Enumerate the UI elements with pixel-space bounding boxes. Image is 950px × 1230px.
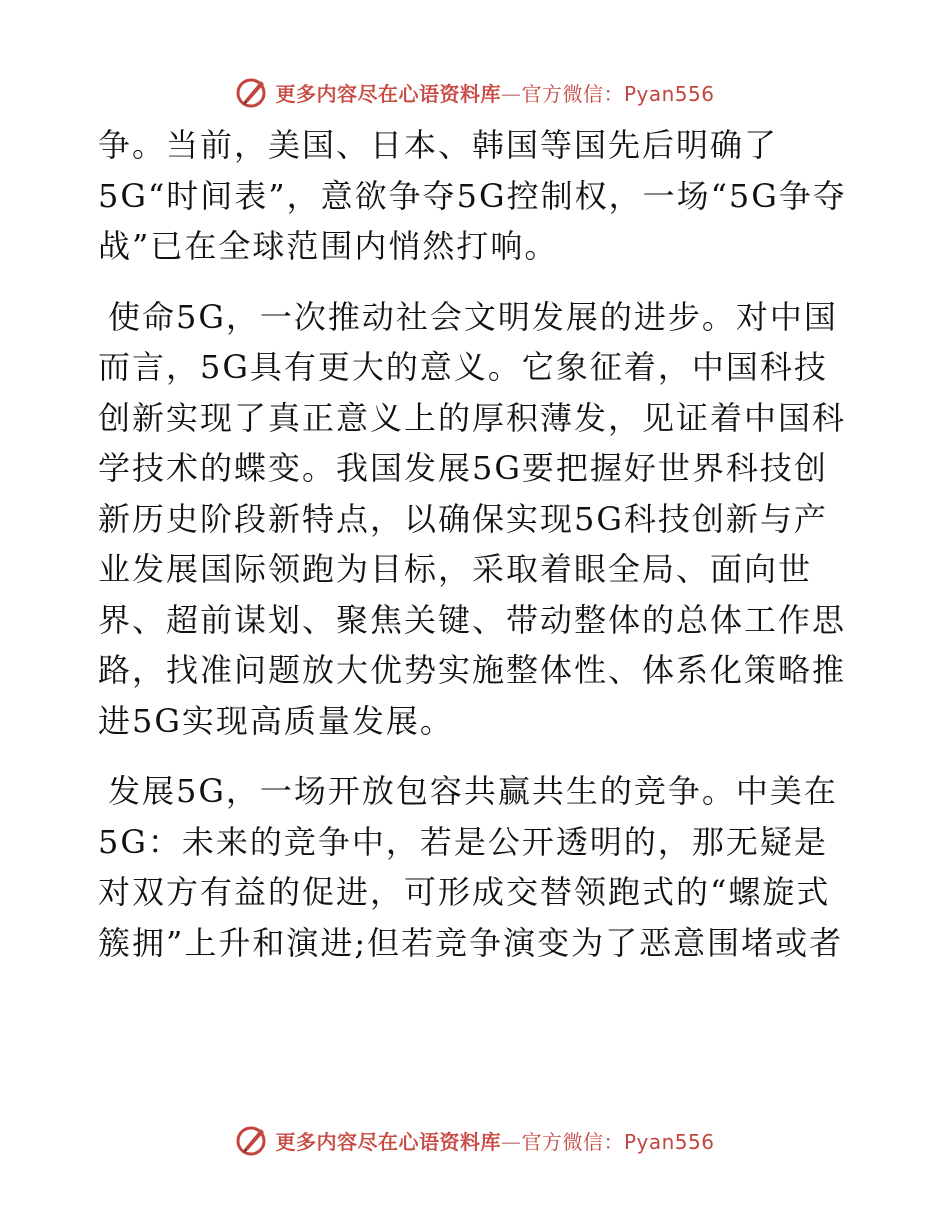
watermark-separator: — [500,1129,522,1154]
document-body [98,120,858,968]
watermark-separator: — [500,81,522,106]
pen-logo-icon [235,1123,269,1157]
paragraph-3: 发展5G，一场开放包容共赢共生的竞争。中美在5G：未来的竞争中，若是公开透明的，那无疑是对双方有益的促进，可形成交替领跑式的“螺旋式簇拥”上升和演进;但若竞争演变为了恶意围堵或者 [98,772,844,962]
watermark-banner-bottom [0,1120,950,1160]
watermark-contact: 官方微信：Pyan556 [521,81,715,106]
watermark-brand: 更多内容尽在心语资料库 [275,1129,501,1154]
paragraph-1: 争。当前，美国、日本、韩国等国先后明确了5G“时间表”，意欲争夺5G控制权，一场“5G争夺战”已在全球范围内悄然打响。 [98,126,847,265]
watermark-brand: 更多内容尽在心语资料库 [275,81,501,106]
watermark-banner-top [0,72,950,112]
watermark-contact: 官方微信：Pyan556 [521,1129,715,1154]
paragraph-2: 使命5G，一次推动社会文明发展的进步。对中国而言，5G具有更大的意义。它象征着，中国科技创新实现了真正意义上的厚积薄发，见证着中国科学技术的蝶变。我国发展5G要把握好世界科技创新历史阶段新特点，以确保实现5G科技创新与产业发展国际领跑为目标，采取着眼全局、面向世界、超前谋划、聚焦关键、带动整体的总体工作思路，找准问题放大优势实施整体性、体系化策略推进5G实现高质量发展。 [98,297,847,740]
pen-logo-icon [235,75,269,109]
